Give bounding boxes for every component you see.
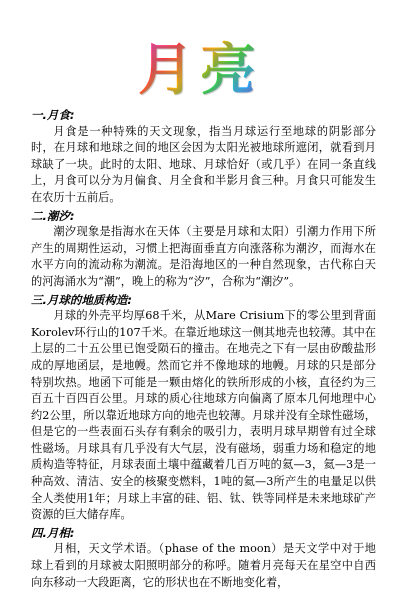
section-text-lunar-eclipse: 月食是一种特殊的天文现象，指当月球运行至地球的阴影部分时，在月球和地球之间的地区会因为太阳光被地球所遮闭，就看到月球缺了一块。此时的太阳、地球、月球恰好（或几乎）在同一条直线上，月食可以分为月偏食、月全食和半影月食三种。月食只可能发生在农历十五前后。 bbox=[31, 124, 376, 204]
section-heading-geology: 三.月球的地质构造: bbox=[31, 292, 132, 307]
section-heading-lunar-eclipse: 一.月食: bbox=[31, 108, 75, 122]
section-text-tides: 潮汐现象是指海水在天体（主要是月球和太阳）引潮力作用下所产生的周期性运动，习惯上把海面垂直方向涨落称为潮汐，而海水在水平方向的流动称为潮流。是沿海地区的一种自然现象，古代称白天的河海涌水为“潮”，晚上的称为“汐”，合称为“潮汐”。 bbox=[31, 225, 376, 288]
article-body bbox=[31, 106, 376, 591]
section-heading-moon-phase: 四.月相: bbox=[31, 525, 75, 540]
section-text-geology: 月球的外壳平均厚68千米，从Mare Crisium下的零公里到背面Korolev环行山的107千米。在靠近地球这一侧其地壳也较薄。其中在上层的二十五公里已饱受陨石的撞击。在地壳之下有一层由矽酸盐形成的厚地函层，是地幔。然而它并不像地球的地幔。月球的只是部分特别坎热。地函下可能是一颗由熔化的铁所形成的小核，直径约为三百五十百四百公里。月球的质心往地球方向偏离了原本几何地理中心约2公里，所以靠近地球方向的地壳也较薄。月球并没有全球性磁场，但是它的一些表面石头存有剩余的吸引力，表明月球早期曾有过全球性磁场。月球具有几乎没有大气层，没有磁场，弱重力场和稳定的地质构造等特征，月球表面土壤中蕴藏着几百万吨的氦—3，氦—3是一种高效、清洁、安全的核聚变燃料，1吨的氦—3所产生的电量足以供全人类使用1年；月球上丰富的硅、铝、钛、铁等同样是未来地球矿产资源的巨大储存库。 bbox=[31, 309, 376, 522]
page-title: 月亮 bbox=[138, 38, 262, 103]
title-area bbox=[0, 38, 400, 104]
section-text-moon-phase: 月相，天文学术语。（phase of the moon）是天文学中对于地球上看到的月球被太阳照明部分的称呼。随着月亮每天在星空中自西向东移动一大段距离，它的形状也在不断地变化着， bbox=[31, 542, 376, 589]
section-heading-tides: 二.潮汐: bbox=[31, 208, 75, 223]
